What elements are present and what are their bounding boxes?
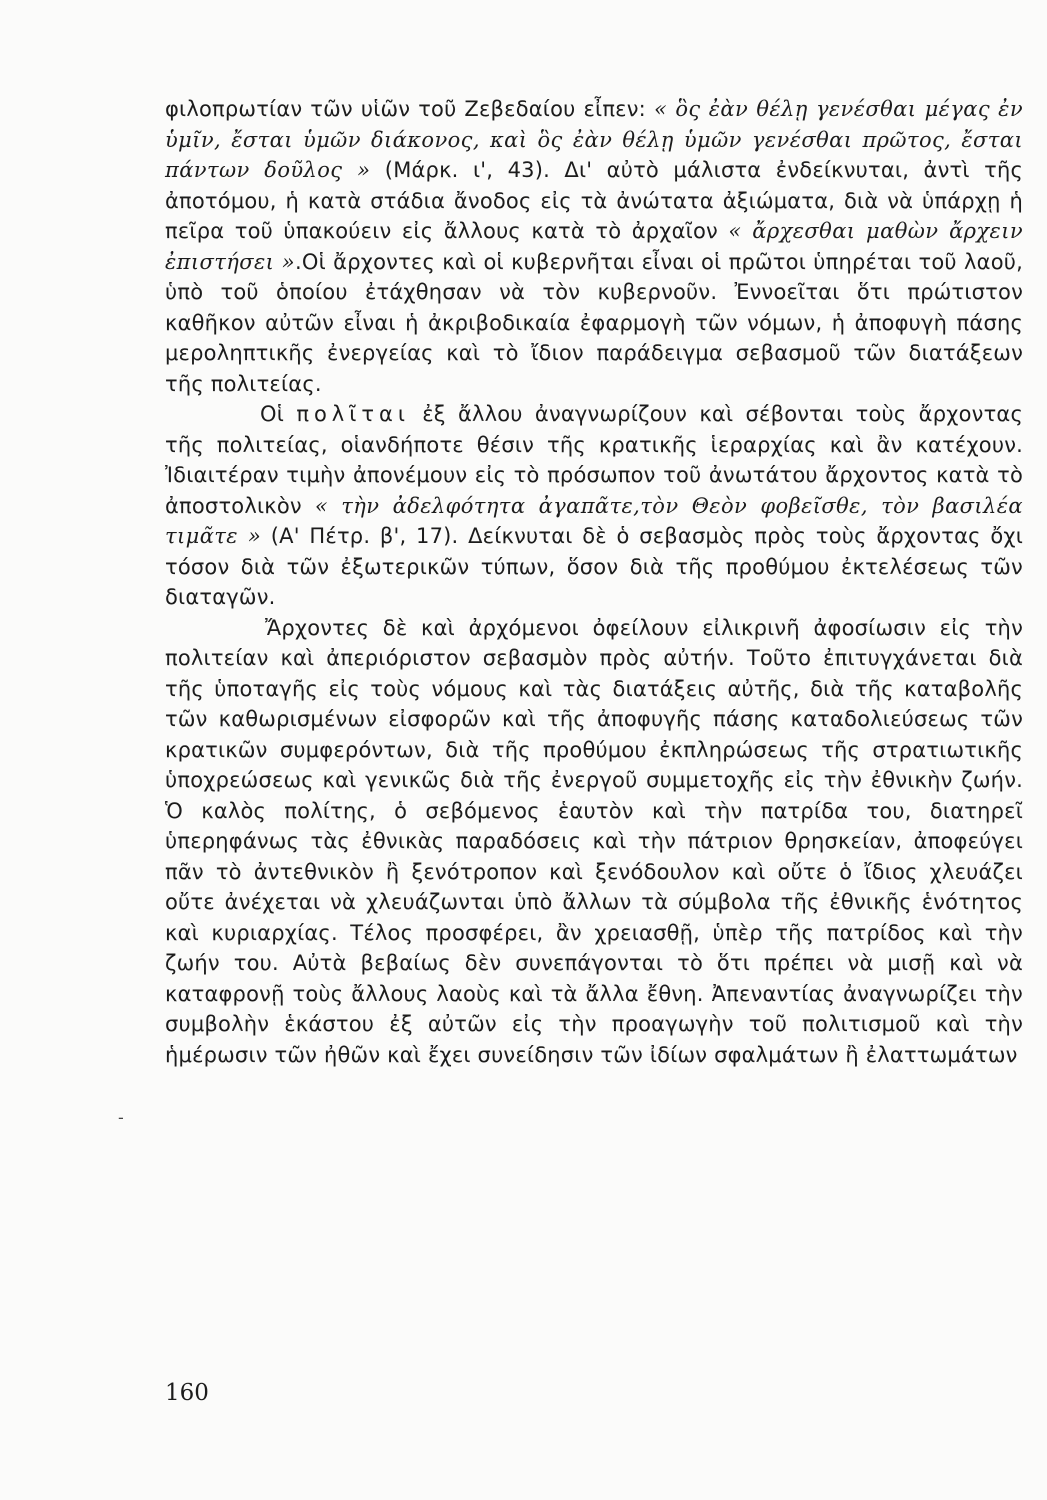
gospel-quote: « ὃς ἐὰν θέλῃ γενέσθαι μέγας ἐν ὑμῖν, ἔσται ὑμῶν διάκονος, καὶ ὃς ἐὰν θέλῃ ὑμῶν γενέσθαι πρῶτος, ἔσται πάντων δοῦλος » — [165, 97, 1023, 182]
paragraph-1-text-a: φιλοπρωτίαν τῶν υἱῶν τοῦ Ζεβεδαίου εἶπεν: — [165, 97, 654, 121]
emphasized-word: πολῖται — [296, 402, 410, 426]
margin-mark: - — [118, 1108, 124, 1127]
paragraph-3 — [165, 613, 1023, 1071]
paragraph-2-text-b: ἐξ ἄλλου ἀναγνωρίζουν καὶ σέβονται τοὺς ἄρχοντας τῆς πολιτείας, οἱανδήποτε θέσιν τῆς κρατικῆς ἱεραρχίας καὶ ἂν κατέχουν. Ἰδιαιτέραν τιμὴν ἀπονέμουν εἰς τὸ πρόσωπον τοῦ ἀνωτάτου ἄρχοντος κατὰ τὸ ἀποστολικὸν — [165, 402, 1023, 518]
page-number: 160 — [165, 1380, 209, 1406]
paragraph-3-text: Ἄρχοντες δὲ καὶ ἀρχόμενοι ὀφείλουν εἰλικρινῆ ἀφοσίωσιν εἰς τὴν πολιτείαν καὶ ἀπεριόριστον σεβασμὸν πρὸς αὐτήν. Τοῦτο ἐπιτυγχάνεται διὰ τῆς ὑποταγῆς εἰς τοὺς νόμους καὶ τὰς διατάξεις αὐτῆς, διὰ τῆς καταβολῆς τῶν καθωρισμένων εἰσφορῶν καὶ τῆς ἀποφυγῆς πάσης καταδολιεύσεως τῶν κρατικῶν συμφερόντων, διὰ τῆς προθύμου ἐκπληρώσεως τῆς στρατιωτικῆς ὑποχρεώσεως καὶ γενικῶς διὰ τῆς ἐνεργοῦ συμμετοχῆς εἰς τὴν ἐθνικὴν ζωήν. Ὁ καλὸς πολίτης, ὁ σεβόμενος ἑαυτὸν καὶ τὴν πατρίδα του, διατηρεῖ ὑπερηφάνως τὰς ἐθνικὰς παραδόσεις καὶ τὴν πάτριον θρησκείαν, ἀποφεύγει πᾶν τὸ ἀντεθνικὸν ἢ ξενότροπον καὶ ξενόδουλον καὶ οὔτε ὁ ἴδιος χλευάζει οὔτε ἀνέχεται νὰ χλευάζωνται ὑπὸ ἄλλων τὰ σύμβολα τῆς ἐθνικῆς ἑνότητος καὶ κυριαρχίας. Τέλος προσφέρει, ἂν χρειασθῇ, ὑπὲρ τῆς πατρίδος καὶ τὴν ζωήν του. Αὐτὰ βεβαίως δὲν συνεπάγονται τὸ ὅτι πρέπει νὰ μισῇ καὶ νὰ καταφρονῇ τοὺς ἄλλους λαοὺς καὶ τὰ ἄλλα ἔθνη. Ἀπεναντίας ἀναγνωρίζει τὴν συμβολὴν ἑκάστου ἐξ αὐτῶν εἰς τὴν προαγωγὴν τοῦ πολιτισμοῦ καὶ τὴν ἡμέρωσιν τῶν ἠθῶν καὶ ἔχει συνείδησιν τῶν ἰδίων σφαλμάτων ἢ ἐλαττωμάτων — [165, 615, 1023, 1067]
paragraph-1-text-b: (Μάρκ. ι', 43). Δι' αὐτὸ μάλιστα ἐνδείκνυται, ἀντὶ τῆς ἀποτόμου, ἡ κατὰ στάδια ἄνοδος εἰς τὰ ἀνώτατα ἀξιώματα, διὰ νὰ ὑπάρχῃ ἡ πεῖρα τοῦ ὑπακούειν εἰς ἄλλους κατὰ τὸ ἀρχαῖον — [165, 158, 1023, 243]
paragraph-1-text-c: .Οἱ ἄρχοντες καὶ οἱ κυβερνῆται εἶναι οἱ πρῶτοι ὑπηρέται τοῦ λαοῦ, ὑπὸ τοῦ ὁποίου ἐτάχθησαν νὰ τὸν κυβερνοῦν. Ἐννοεῖται ὅτι πρώτιστον καθῆκον αὐτῶν εἶναι ἡ ἀκριβοδικαία ἐφαρμογὴ τῶν νόμων, ἡ ἀποφυγὴ πάσης μεροληπτικῆς ἐνεργείας καὶ τὸ ἴδιον παράδειγμα σεβασμοῦ τῶν διατάξεων τῆς πολιτείας. — [165, 249, 1023, 396]
paragraph-1 — [165, 94, 1023, 399]
paragraph-2-text-a: Οἱ — [260, 402, 297, 426]
paragraph-2 — [165, 399, 1023, 613]
apostolic-quote: « τὴν ἀδελφότητα ἀγαπᾶτε,τὸν Θεὸν φοβεῖσθε, τὸν βασιλέα τιμᾶτε » — [165, 493, 1023, 548]
body-text — [165, 94, 1023, 1070]
paragraph-2-text-c: (Α' Πέτρ. β', 17). Δείκνυται δὲ ὁ σεβασμὸς πρὸς τοὺς ἄρχοντας ὄχι τόσον διὰ τῶν ἐξωτερικῶν τύπων, ὅσον διὰ τῆς προθύμου ἐκτελέσεως τῶν διαταγῶν. — [165, 524, 1023, 609]
ancient-saying-quote: « ἄρχεσθαι μαθὼν ἄρχειν ἐπιστήσει » — [165, 219, 1024, 274]
